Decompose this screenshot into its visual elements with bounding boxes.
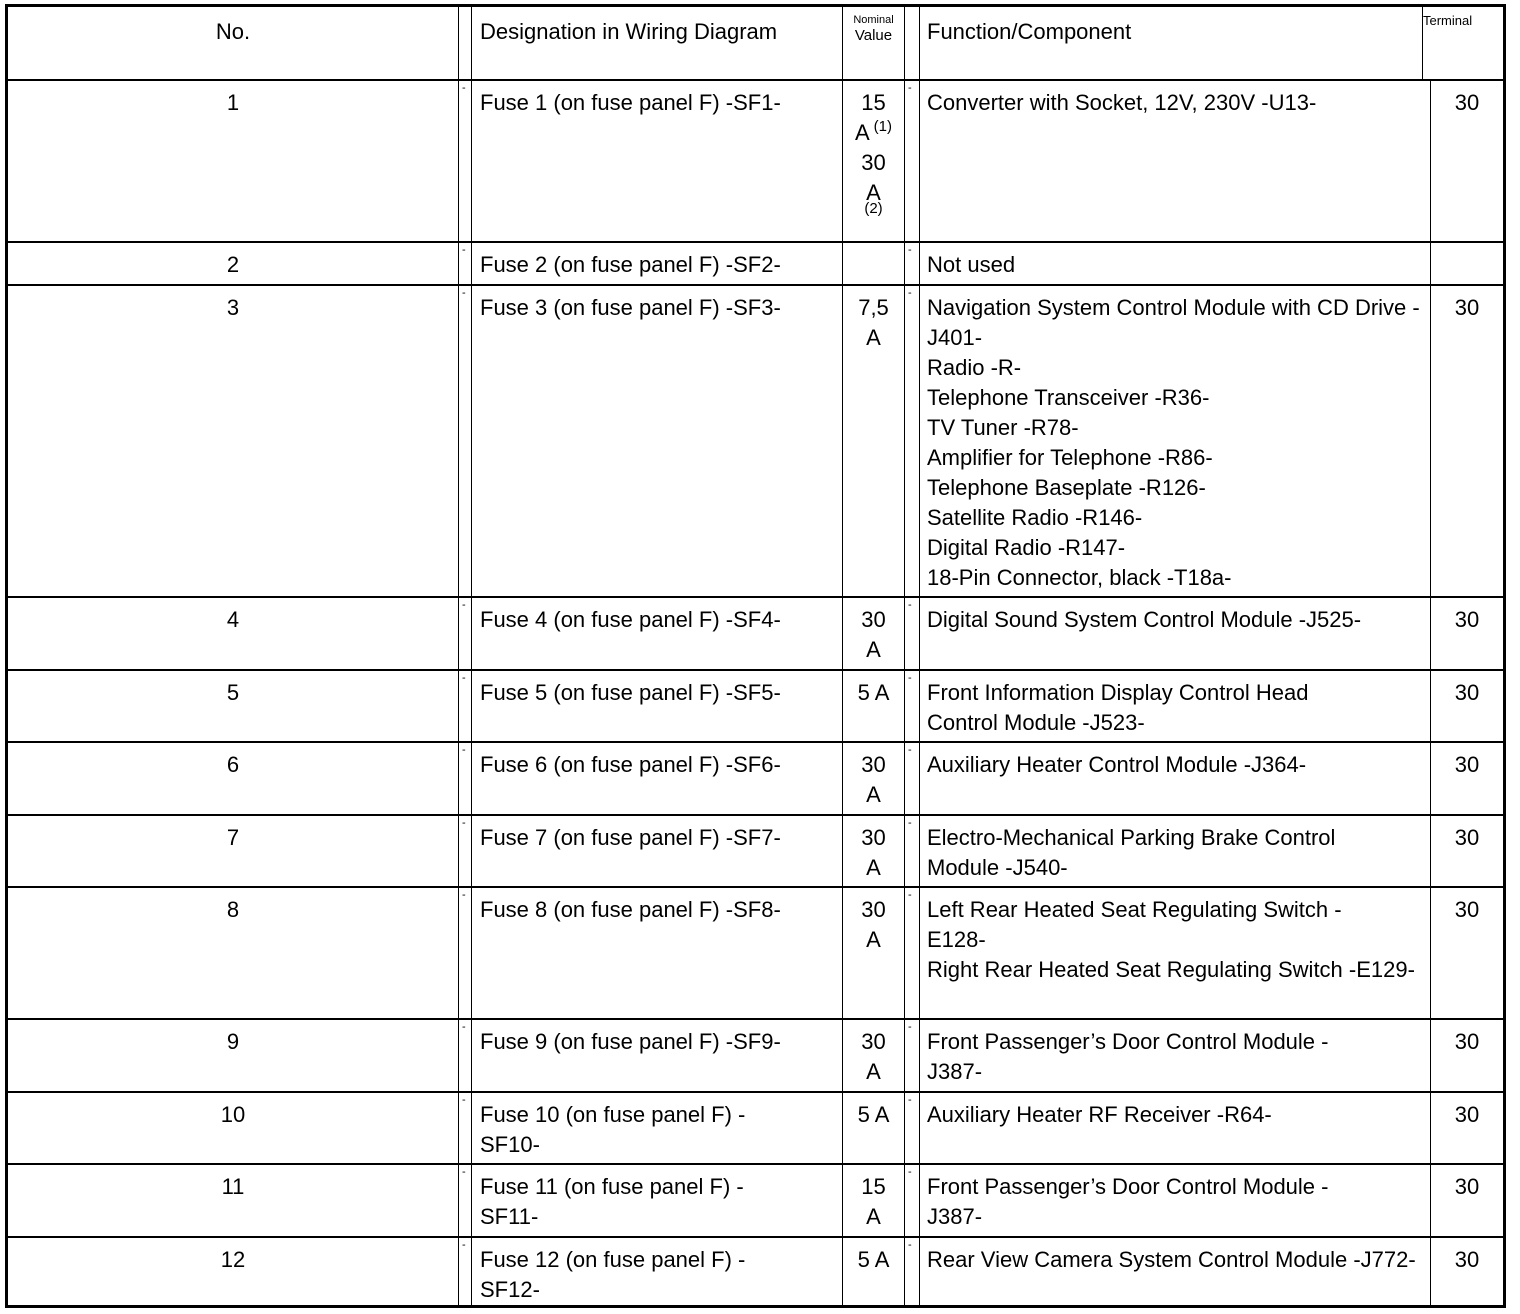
spacer-mark: -: [908, 287, 912, 299]
row-designation: Fuse 10 (on fuse panel F) -SF10-: [471, 1093, 842, 1163]
function-item: Right Rear Heated Seat Regulating Switch -E129-: [927, 957, 1415, 982]
table-row: [8, 81, 1503, 243]
function-item: Digital Radio -R147-: [927, 535, 1126, 560]
spacer-mark: -: [462, 599, 466, 611]
table-row: [8, 286, 1503, 598]
spacer-cell: [904, 1165, 919, 1236]
function-item: Amplifier for Telephone -R86-: [927, 445, 1213, 470]
spacer-mark: -: [462, 82, 466, 94]
table-row: [8, 743, 1503, 816]
row-function: [919, 1020, 1430, 1091]
row-function: [919, 1093, 1430, 1163]
row-terminal: 30: [1430, 1093, 1503, 1163]
header-nominal-line2: Value: [854, 27, 893, 44]
function-item: Navigation System Control Module with CD Drive -J401-: [927, 295, 1420, 350]
spacer-cell: [458, 743, 471, 814]
table-row: [8, 243, 1503, 286]
row-function: [919, 743, 1430, 814]
row-designation: Fuse 12 (on fuse panel F) -SF12-: [471, 1238, 842, 1305]
function-item: Electro-Mechanical Parking Brake Control Module -J540-: [927, 825, 1336, 880]
header-nominal-line1: Nominal: [853, 14, 894, 26]
value-part: 30: [861, 150, 886, 175]
row-nominal-value: 5 A: [842, 1093, 904, 1163]
row-terminal: 30: [1430, 888, 1503, 1018]
table-row: [8, 1238, 1503, 1305]
row-nominal-value: 30 A: [842, 888, 904, 1018]
row-nominal-value: 15 A: [842, 1165, 904, 1236]
table-row: [8, 598, 1503, 671]
row-terminal: 30: [1430, 1020, 1503, 1091]
value-part: 15: [861, 90, 886, 115]
spacer-cell: [458, 888, 471, 1018]
spacer-cell: [904, 243, 919, 284]
row-no: 9: [226, 1029, 240, 1054]
table-row: [8, 888, 1503, 1020]
spacer-cell: [458, 1165, 471, 1236]
function-item: Front Information Display Control Head Control Module -J523-: [927, 680, 1309, 735]
spacer-cell: [458, 1238, 471, 1305]
spacer-cell: [458, 81, 471, 241]
function-item: Satellite Radio -R146-: [927, 505, 1143, 530]
row-nominal-value: 5 A: [842, 671, 904, 741]
function-item: Converter with Socket, 12V, 230V -U13-: [927, 90, 1317, 115]
spacer-cell: [904, 7, 919, 79]
row-nominal-value: 30 A: [842, 1020, 904, 1091]
spacer-mark: -: [462, 1094, 466, 1106]
row-terminal: 30: [1430, 1165, 1503, 1236]
function-item: Auxiliary Heater Control Module -J364-: [927, 752, 1307, 777]
table-header-row: [8, 7, 1503, 81]
function-item: TV Tuner -R78-: [927, 415, 1079, 440]
spacer-cell: [904, 888, 919, 1018]
row-function: [919, 888, 1430, 1018]
row-designation: Fuse 8 (on fuse panel F) -SF8-: [471, 888, 842, 1018]
row-no: 8: [226, 897, 240, 922]
table-row: [8, 1020, 1503, 1093]
fuse-table: [5, 4, 1506, 1308]
table-row: [8, 1093, 1503, 1165]
row-nominal-value: 30 A: [842, 743, 904, 814]
row-function: [919, 1238, 1430, 1305]
row-nominal-value: 30 A: [842, 816, 904, 886]
value-unit: A: [854, 120, 870, 145]
row-designation: Fuse 3 (on fuse panel F) -SF3-: [471, 286, 842, 596]
spacer-cell: [904, 598, 919, 669]
row-terminal: 30: [1430, 286, 1503, 596]
function-item: Telephone Baseplate -R126-: [927, 475, 1206, 500]
row-function: [919, 286, 1430, 596]
function-item: Front Passenger’s Door Control Module -J387-: [927, 1174, 1329, 1229]
row-nominal-value: 30 A: [842, 598, 904, 669]
header-designation: Designation in Wiring Diagram: [471, 7, 842, 79]
row-no: 7: [226, 825, 240, 850]
row-designation: Fuse 5 (on fuse panel F) -SF5-: [471, 671, 842, 741]
table-row: [8, 816, 1503, 888]
header-function: Function/Component: [919, 7, 1430, 79]
spacer-mark: -: [462, 672, 466, 684]
footnote-ref: (1): [873, 118, 893, 135]
spacer-mark: -: [908, 82, 912, 94]
spacer-mark: -: [908, 817, 912, 829]
spacer-cell: [458, 1020, 471, 1091]
row-function: [919, 816, 1430, 886]
spacer-cell: [458, 816, 471, 886]
row-nominal-value: 7,5 A: [842, 286, 904, 596]
row-no: 6: [226, 752, 240, 777]
spacer-mark: -: [462, 744, 466, 756]
row-no: 4: [226, 607, 240, 632]
row-designation: Fuse 7 (on fuse panel F) -SF7-: [471, 816, 842, 886]
spacer-cell: [904, 286, 919, 596]
header-no: No.: [215, 19, 251, 44]
header-terminal: Terminal: [1422, 7, 1495, 79]
row-terminal: [1430, 243, 1503, 284]
row-no: 12: [220, 1247, 246, 1272]
row-function: [919, 598, 1430, 669]
function-item: Auxiliary Heater RF Receiver -R64-: [927, 1102, 1272, 1127]
row-terminal: 30: [1430, 81, 1503, 241]
spacer-cell: [458, 243, 471, 284]
spacer-mark: -: [462, 287, 466, 299]
spacer-mark: -: [462, 1166, 466, 1178]
function-item: Front Passenger’s Door Control Module -J387-: [927, 1029, 1329, 1084]
row-terminal: 30: [1430, 816, 1503, 886]
spacer-cell: [904, 671, 919, 741]
footnote-ref: (2): [864, 200, 883, 217]
function-item: Not used: [927, 252, 1016, 277]
spacer-cell: [904, 743, 919, 814]
value-part: A: [866, 180, 881, 205]
row-no: 11: [221, 1174, 245, 1199]
row-terminal: 30: [1430, 598, 1503, 669]
spacer-mark: -: [462, 1239, 466, 1251]
row-no: 5: [226, 680, 240, 705]
table-row: [8, 1165, 1503, 1238]
spacer-mark: -: [908, 672, 912, 684]
function-item: Rear View Camera System Control Module -J772-: [927, 1247, 1416, 1272]
spacer-cell: [458, 598, 471, 669]
row-no: 2: [226, 252, 240, 277]
row-terminal: 30: [1430, 743, 1503, 814]
row-designation: Fuse 11 (on fuse panel F) -SF11-: [471, 1165, 842, 1236]
spacer-mark: -: [908, 744, 912, 756]
row-no: 10: [220, 1102, 246, 1127]
row-function: [919, 1165, 1430, 1236]
row-function: [919, 243, 1430, 284]
spacer-mark: -: [908, 1094, 912, 1106]
spacer-mark: -: [908, 1166, 912, 1178]
spacer-cell: [904, 1093, 919, 1163]
spacer-mark: -: [462, 817, 466, 829]
row-designation: Fuse 4 (on fuse panel F) -SF4-: [471, 598, 842, 669]
row-function: [919, 81, 1430, 241]
spacer-mark: -: [908, 1239, 912, 1251]
row-nominal-value: [842, 243, 904, 284]
spacer-mark: -: [908, 1021, 912, 1033]
spacer-cell: [904, 81, 919, 241]
row-nominal-value: 5 A: [842, 1238, 904, 1305]
spacer-mark: -: [908, 599, 912, 611]
spacer-mark: -: [908, 244, 912, 256]
spacer-mark: -: [462, 889, 466, 901]
spacer-cell: [904, 816, 919, 886]
spacer-cell: [458, 671, 471, 741]
header-nominal-value: [842, 7, 904, 79]
row-no: 3: [226, 295, 240, 320]
row-nominal-value: [842, 81, 904, 241]
function-item: Telephone Transceiver -R36-: [927, 385, 1210, 410]
function-item: Digital Sound System Control Module -J525-: [927, 607, 1362, 632]
row-no: 1: [226, 90, 240, 115]
spacer-cell: [458, 1093, 471, 1163]
spacer-cell: [458, 286, 471, 596]
row-designation: Fuse 2 (on fuse panel F) -SF2-: [471, 243, 842, 284]
row-designation: Fuse 1 (on fuse panel F) -SF1-: [471, 81, 842, 241]
spacer-cell: [904, 1020, 919, 1091]
row-designation: Fuse 6 (on fuse panel F) -SF6-: [471, 743, 842, 814]
value-part: [843, 118, 904, 148]
spacer-cell: [904, 1238, 919, 1305]
spacer-cell: [458, 7, 471, 79]
function-item: Left Rear Heated Seat Regulating Switch -E128-: [927, 897, 1342, 952]
table-row: [8, 671, 1503, 743]
row-designation: Fuse 9 (on fuse panel F) -SF9-: [471, 1020, 842, 1091]
spacer-mark: -: [462, 1021, 466, 1033]
function-item: Radio -R-: [927, 355, 1022, 380]
row-function: [919, 671, 1430, 741]
row-terminal: 30: [1430, 671, 1503, 741]
spacer-mark: -: [462, 244, 466, 256]
row-terminal: 30: [1430, 1238, 1503, 1305]
spacer-mark: -: [908, 889, 912, 901]
function-item: 18-Pin Connector, black -T18a-: [927, 565, 1232, 590]
